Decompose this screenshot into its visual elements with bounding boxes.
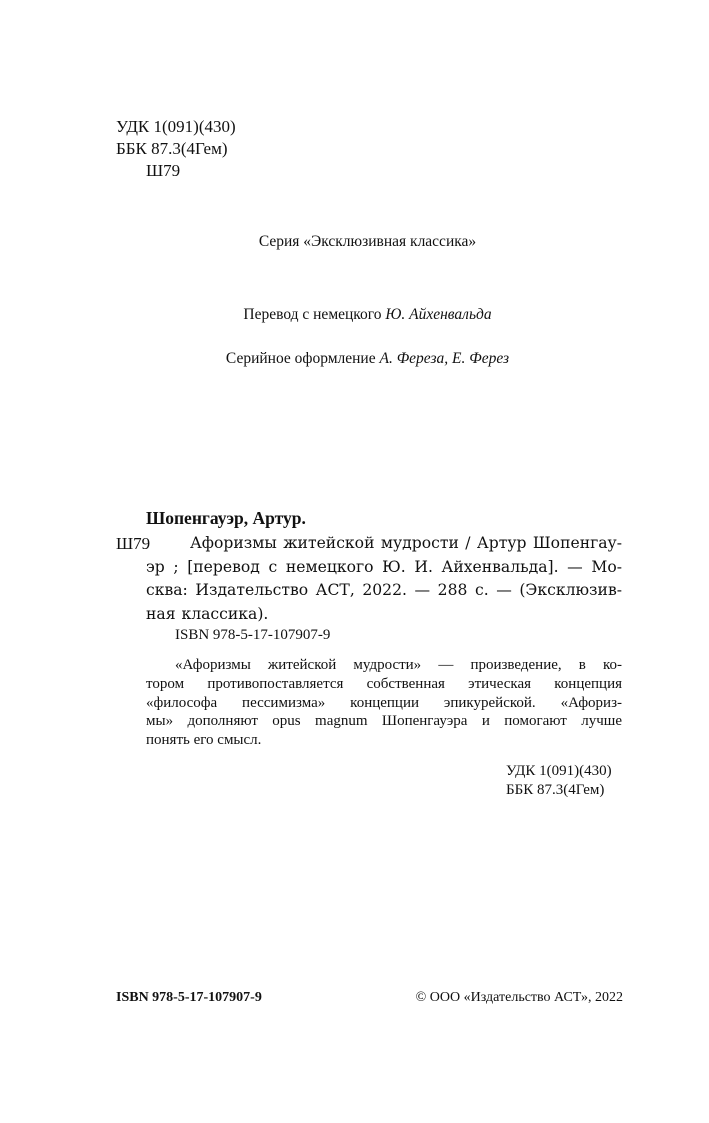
- entry-line: сква: Издательство АСТ, 2022. — 288 с. — (Эксклюзив-: [146, 581, 622, 599]
- bibliographic-entry: [146, 532, 622, 626]
- copyright-notice: © ООО «Издательство АСТ», 2022: [415, 990, 623, 1005]
- designer-names: А. Фереза, Е. Ферез: [379, 350, 510, 367]
- design-credit: [13, 350, 709, 368]
- catalog-bbk: ББК 87.3(4Гем): [506, 782, 605, 798]
- design-label: Серийное оформление: [225, 350, 376, 367]
- annotation-line: тором противопоставляется собственная этическая концепция: [146, 675, 622, 692]
- annotation-line: «философа пессимизма» концепции эпикурейской. «Афориз-: [146, 694, 622, 711]
- series-line: Серия «Эксклюзивная классика»: [258, 233, 477, 250]
- translation-credit: [13, 306, 709, 324]
- translator-name: Ю. Айхенвальда: [385, 306, 492, 323]
- catalog-classification: [506, 762, 612, 800]
- entry-line: ная классика).: [146, 604, 269, 623]
- bbk-code: ББК 87.3(4Гем): [116, 139, 228, 158]
- entry-line: эр ; [перевод с немецкого Ю. И. Айхенвальда]. — Мо-: [146, 557, 622, 576]
- annotation-line: «Афоризмы житейской мудрости» — произведение, в ко-: [175, 657, 622, 673]
- author-sign: Ш79: [146, 161, 181, 180]
- catalog-sign: Ш79: [116, 534, 151, 553]
- translation-label: Перевод с немецкого: [243, 306, 382, 323]
- footer-isbn: ISBN 978-5-17-107907-9: [116, 990, 262, 1005]
- annotation-line: мы» дополняют opus magnum Шопенгауэра и помогают лучше: [146, 713, 622, 730]
- catalog-author: Шопенгауэр, Артур.: [146, 508, 306, 528]
- catalog-udk: УДК 1(091)(430): [506, 763, 612, 779]
- classification-block: [116, 116, 236, 182]
- annotation-line: понять его смысл.: [146, 732, 262, 749]
- annotation: [146, 656, 622, 750]
- entry-line: Афоризмы житейской мудрости / Артур Шопенгау-: [190, 534, 622, 552]
- udk-code: УДК 1(091)(430): [116, 117, 236, 136]
- catalog-isbn: ISBN 978-5-17-107907-9: [175, 627, 331, 643]
